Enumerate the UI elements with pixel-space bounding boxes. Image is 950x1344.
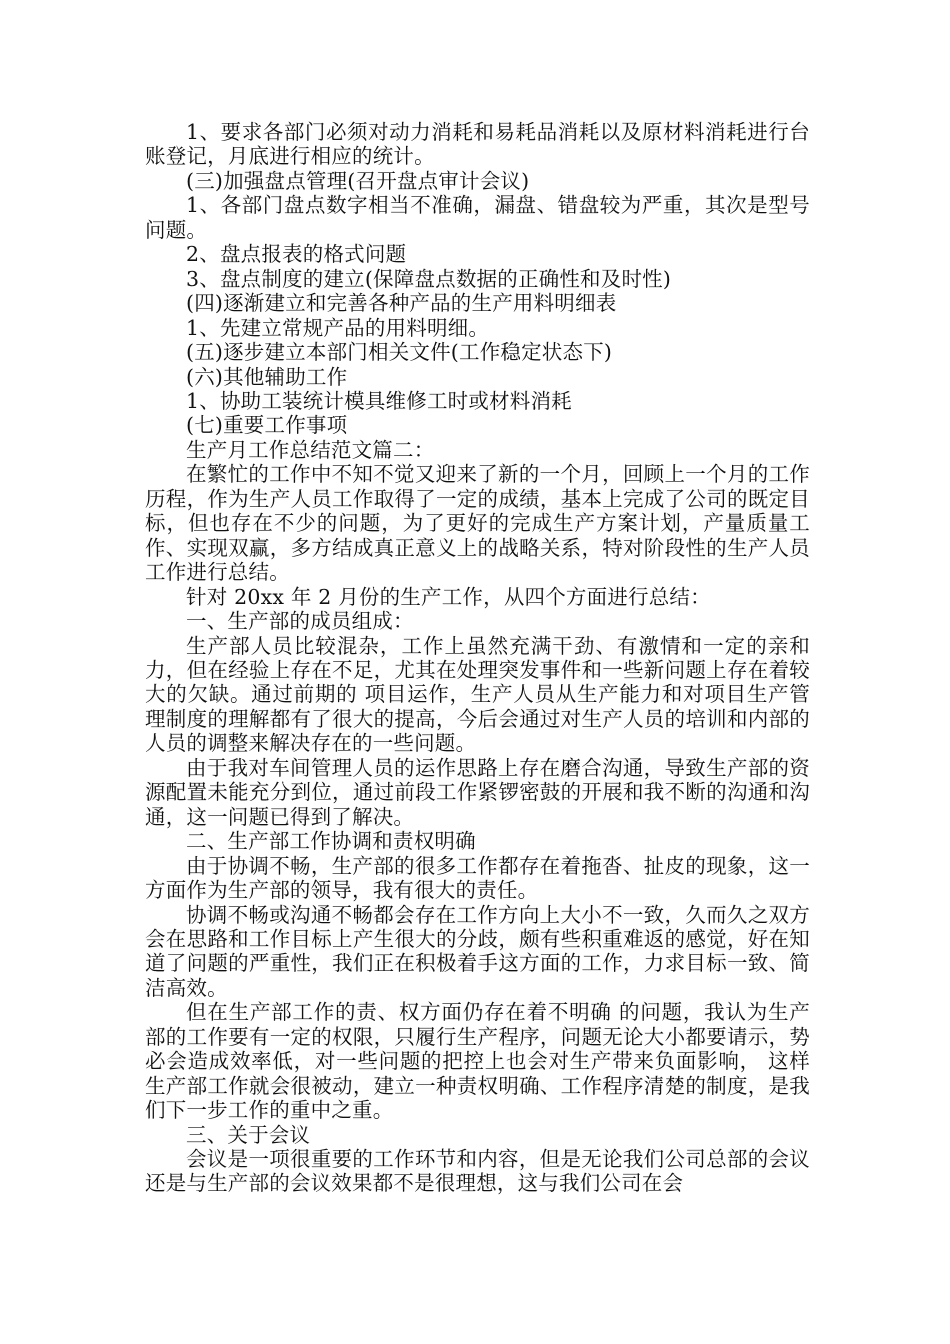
paragraph: 生产部人员比较混杂，工作上虽然充满干劲、有激情和一定的亲和力，但在经验上存在不足，尤其在处理突发事件和一些新问题上存在着较大的欠缺。通过前期的 项目运作，生产人员从生产能力和对项目生产管理制度的理解都有了很大的提高，今后会通过对生产人员的培训和内部的人员的调整来解决存在的一些问题。 bbox=[145, 633, 810, 756]
paragraph: 在繁忙的工作中不知不觉又迎来了新的一个月，回顾上一个月的工作历程，作为生产人员工作取得了一定的成绩，基本上完成了公司的既定目标，但也存在不少的问题，为了更好的完成生产方案计划，产量质量工作、实现双赢，多方结成真正意义上的战略关系，特对阶段性的生产人员工作进行总结。 bbox=[145, 462, 810, 585]
paragraph: 但在生产部工作的责、权方面仍存在着不明确 的问题，我认为生产部的工作要有一定的权限，只履行生产程序，问题无论大小都要请示，势必会造成效率低，对一些问题的把控上也会对生产带来负面影响， 这样生产部工作就会很被动，建立一种责权明确、工作程序清楚的制度，是我们下一步工作的重中之重。 bbox=[145, 1000, 810, 1123]
paragraph: 针对 20xx 年 2 月份的生产工作，从四个方面进行总结： bbox=[186, 584, 711, 609]
paragraph: 1、先建立常规产品的用料明细。 bbox=[186, 315, 490, 340]
paragraph: 会议是一项很重要的工作环节和内容，但是无论我们公司总部的会议还是与生产部的会议效果都不是很理想，这与我们公司在会 bbox=[145, 1147, 810, 1196]
section-heading: (六)其他辅助工作 bbox=[186, 364, 348, 389]
paragraph: 3、盘点制度的建立(保障盘点数据的正确性和及时性) bbox=[186, 266, 672, 291]
paragraph: 由于协调不畅，生产部的很多工作都存在着拖沓、扯皮的现象，这一方面作为生产部的领导，我有很大的责任。 bbox=[145, 853, 810, 903]
article-title: 生产月工作总结范文篇二： bbox=[186, 437, 435, 462]
paragraph: 由于我对车间管理人员的运作思路上存在磨合沟通，导致生产部的资源配置未能充分到位，通过前段工作紧锣密鼓的开展和我不断的沟通和沟通，这一问题已得到了解决。 bbox=[145, 755, 810, 829]
paragraph: 1、各部门盘点数字相当不准确，漏盘、错盘较为严重，其次是型号问题。 bbox=[145, 193, 810, 242]
section-heading: (三)加强盘点管理(召开盘点审计会议) bbox=[186, 168, 530, 193]
section-heading: 二、生产部工作协调和责权明确 bbox=[186, 829, 476, 854]
document-body bbox=[145, 120, 810, 1196]
section-heading: (七)重要工作事项 bbox=[186, 413, 348, 438]
paragraph: 1、要求各部门必须对动力消耗和易耗品消耗以及原材料消耗进行台账登记，月底进行相应的统计。 bbox=[145, 120, 810, 169]
paragraph: 1、协助工装统计模具维修工时或材料消耗 bbox=[186, 388, 572, 413]
paragraph: 协调不畅或沟通不畅都会存在工作方向上大小不一致，久而久之双方会在思路和工作目标上产生很大的分歧，颇有些积重难返的感觉，好在知道了问题的严重性，我们正在积极着手这方面的工作，力求目标一致、简洁高效。 bbox=[145, 902, 810, 1000]
section-heading: (四)逐渐建立和完善各种产品的生产用料明细表 bbox=[186, 291, 617, 316]
paragraph: 2、盘点报表的格式问题 bbox=[186, 242, 407, 267]
section-heading: 三、关于会议 bbox=[186, 1122, 311, 1147]
section-heading: (五)逐步建立本部门相关文件(工作稳定状态下) bbox=[186, 340, 613, 365]
section-heading: 一、生产部的成员组成： bbox=[186, 609, 414, 634]
